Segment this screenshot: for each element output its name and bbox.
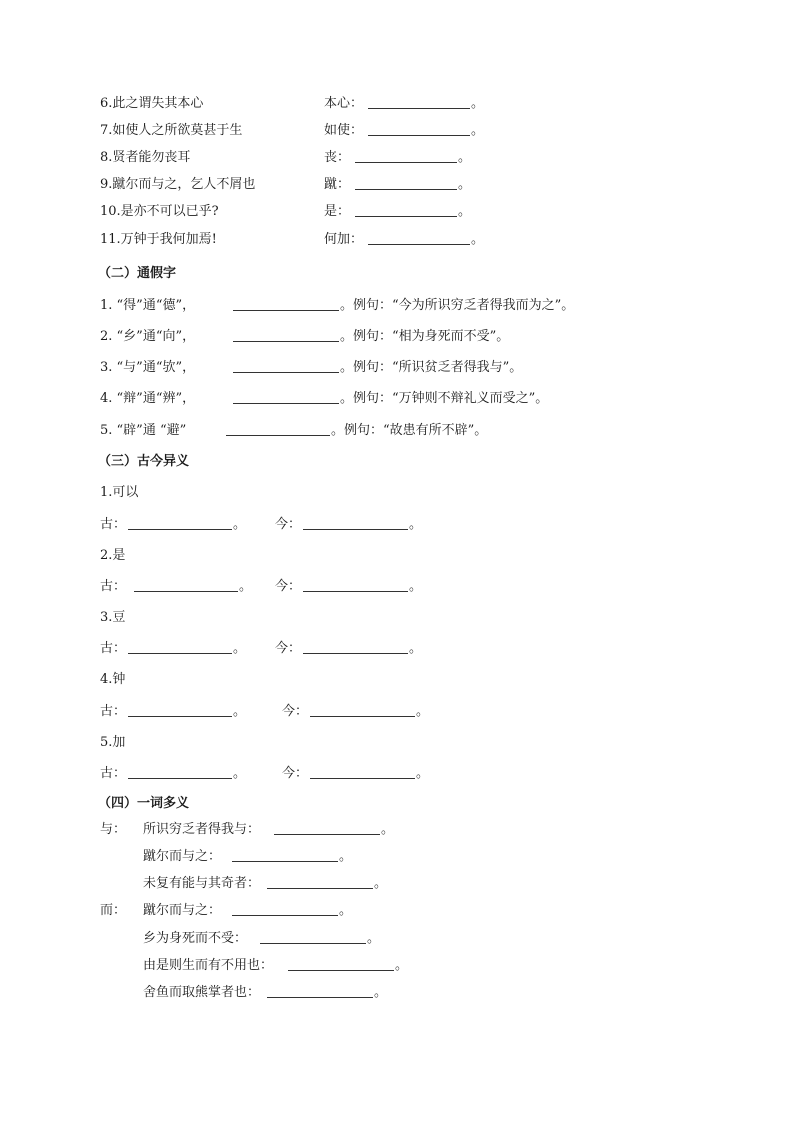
period: 。	[409, 517, 423, 532]
word-label: 4.钟	[100, 672, 126, 687]
answer-blank[interactable]	[310, 764, 415, 779]
vocab-sentence: 6.此之谓失其本心	[100, 96, 204, 111]
answer-blank[interactable]	[355, 148, 457, 163]
polysemy-item	[0, 956, 794, 976]
period: 。	[416, 766, 430, 781]
answer-blank[interactable]	[303, 639, 408, 654]
polysemy-sentence: 蹴尔而与之：	[143, 903, 222, 918]
period: 。	[374, 876, 388, 891]
vocab-item	[0, 148, 794, 168]
answer-blank[interactable]	[233, 389, 339, 404]
answer-blank[interactable]	[226, 421, 330, 436]
polysemy-item	[0, 847, 794, 867]
vocab-term: 本心：	[324, 96, 364, 111]
period: 。	[416, 704, 430, 719]
answer-blank[interactable]	[233, 358, 339, 373]
period: 。	[374, 985, 388, 1000]
polysemy-sentence: 舍鱼而取熊掌者也：	[143, 985, 261, 1000]
period: 。	[409, 579, 423, 594]
vocab-sentence: 7.如使人之所欲莫甚于生	[100, 123, 243, 138]
polysemy-item	[0, 901, 794, 921]
answer-blank[interactable]	[260, 929, 366, 944]
gujin-row	[0, 577, 794, 597]
gu-label: 古：	[100, 517, 127, 532]
polysemy-item	[0, 929, 794, 949]
tongjia-item	[0, 389, 794, 409]
polysemy-item	[0, 983, 794, 1003]
tongjia-item	[0, 421, 794, 441]
answer-blank[interactable]	[368, 121, 470, 136]
tongjia-example: 。例句：“相为身死而不受”。	[340, 329, 510, 344]
polysemy-sentence: 蹴尔而与之：	[143, 849, 222, 864]
answer-blank[interactable]	[128, 639, 232, 654]
gu-label: 古：	[100, 641, 127, 656]
tongjia-example: 。例句：“所识贫乏者得我与”。	[340, 360, 523, 375]
answer-blank[interactable]	[355, 202, 457, 217]
period: 。	[233, 766, 247, 781]
period: 。	[409, 641, 423, 656]
answer-blank[interactable]	[128, 764, 232, 779]
polysemy-sentence: 乡为身死而不受：	[143, 931, 248, 946]
gu-label: 古：	[100, 704, 127, 719]
answer-blank[interactable]	[288, 956, 394, 971]
period: 。	[471, 123, 485, 138]
tongjia-item	[0, 296, 794, 316]
answer-blank[interactable]	[232, 901, 338, 916]
answer-blank[interactable]	[267, 983, 373, 998]
answer-blank[interactable]	[368, 94, 470, 109]
vocab-term: 是：	[324, 204, 351, 219]
word-label: 3.豆	[100, 610, 126, 625]
period: 。	[458, 177, 472, 192]
vocab-item	[0, 94, 794, 114]
vocab-sentence: 9.蹴尔而与之，乞人不屑也	[100, 177, 256, 192]
gujin-row	[0, 515, 794, 535]
gu-label: 古：	[100, 579, 127, 594]
vocab-item	[0, 202, 794, 222]
jin-label: 今：	[275, 517, 302, 532]
vocab-item	[0, 230, 794, 250]
word-label: 1.可以	[100, 485, 139, 500]
answer-blank[interactable]	[128, 702, 232, 717]
vocab-term: 丧：	[324, 150, 351, 165]
jin-label: 今：	[275, 641, 302, 656]
polysemy-item	[0, 874, 794, 894]
answer-blank[interactable]	[267, 874, 373, 889]
word-label: 2.是	[100, 548, 126, 563]
tongjia-example: 。例句：“万钟则不辩礼义而受之”。	[340, 391, 549, 406]
vocab-term: 蹴：	[324, 177, 351, 192]
answer-blank[interactable]	[355, 175, 457, 190]
tongjia-prefix: 2. “乡”通“向”，	[100, 329, 196, 344]
jin-label: 今：	[282, 704, 309, 719]
jin-label: 今：	[282, 766, 309, 781]
answer-blank[interactable]	[303, 577, 408, 592]
answer-blank[interactable]	[303, 515, 408, 530]
section-heading: （二）通假字	[98, 266, 177, 281]
section-heading: （三）古今异义	[98, 454, 190, 469]
period: 。	[239, 579, 253, 594]
answer-blank[interactable]	[274, 820, 380, 835]
period: 。	[395, 958, 409, 973]
polysemy-char: 与：	[100, 822, 127, 837]
vocab-sentence: 10.是亦不可以已乎?	[100, 204, 219, 219]
polysemy-char: 而：	[100, 903, 127, 918]
period: 。	[233, 641, 247, 656]
tongjia-example: 。例句：“故患有所不辟”。	[331, 423, 488, 438]
tongjia-item	[0, 358, 794, 378]
gujin-row	[0, 702, 794, 722]
gujin-row	[0, 639, 794, 659]
tongjia-prefix: 3. “与”通“欤”，	[100, 360, 196, 375]
tongjia-item	[0, 327, 794, 347]
period: 。	[458, 150, 472, 165]
answer-blank[interactable]	[233, 296, 339, 311]
section-heading: （四）一词多义	[98, 796, 190, 811]
gujin-row	[0, 764, 794, 784]
tongjia-example: 。例句：“今为所识穷乏者得我而为之”。	[340, 298, 575, 313]
tongjia-prefix: 1. “得”通“德”，	[100, 298, 196, 313]
period: 。	[339, 903, 353, 918]
answer-blank[interactable]	[368, 230, 470, 245]
vocab-term: 何加：	[324, 232, 364, 247]
period: 。	[471, 96, 485, 111]
polysemy-sentence: 由是则生而有不用也：	[143, 958, 274, 973]
polysemy-sentence: 所识穷乏者得我与：	[143, 822, 261, 837]
period: 。	[471, 232, 485, 247]
period: 。	[339, 849, 353, 864]
vocab-sentence: 11.万钟于我何加焉!	[100, 232, 217, 247]
period: 。	[233, 517, 247, 532]
vocab-term: 如使：	[324, 123, 364, 138]
period: 。	[233, 704, 247, 719]
period: 。	[367, 931, 381, 946]
answer-blank[interactable]	[310, 702, 415, 717]
polysemy-sentence: 未复有能与其奇者：	[143, 876, 261, 891]
answer-blank[interactable]	[134, 577, 238, 592]
vocab-item	[0, 121, 794, 141]
word-label: 5.加	[100, 735, 126, 750]
vocab-sentence: 8.贤者能勿丧耳	[100, 150, 191, 165]
answer-blank[interactable]	[128, 515, 232, 530]
polysemy-item	[0, 820, 794, 840]
tongjia-prefix: 4. “辩”通“辨”，	[100, 391, 196, 406]
period: 。	[458, 204, 472, 219]
jin-label: 今：	[275, 579, 302, 594]
answer-blank[interactable]	[233, 327, 339, 342]
vocab-item	[0, 175, 794, 195]
tongjia-prefix: 5. “辟”通 “避”	[100, 423, 187, 438]
period: 。	[381, 822, 395, 837]
answer-blank[interactable]	[232, 847, 338, 862]
gu-label: 古：	[100, 766, 127, 781]
